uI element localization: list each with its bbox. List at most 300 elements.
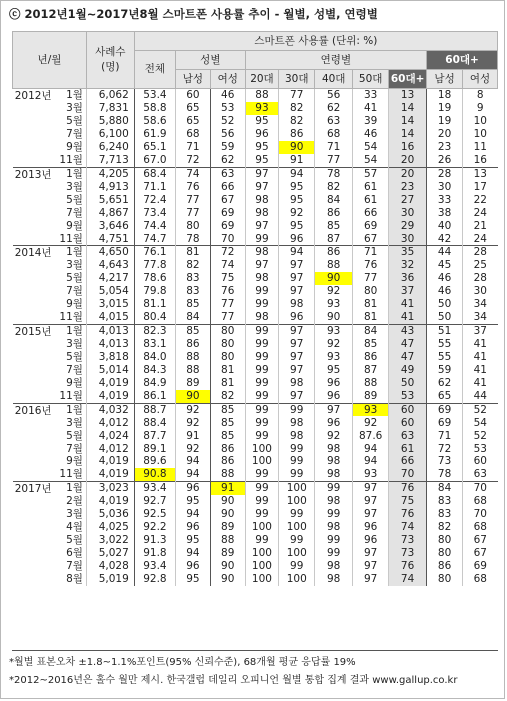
value-cell: 97 <box>279 364 315 377</box>
value-cell: 92.5 <box>134 508 175 521</box>
value-cell: 87 <box>315 232 353 245</box>
table-row <box>13 219 498 232</box>
month-label: 11월 <box>59 468 83 481</box>
value-cell: 34 <box>463 311 498 324</box>
value-cell: 73 <box>389 547 427 560</box>
value-cell: 69 <box>210 206 245 219</box>
value-cell: 50 <box>427 298 463 311</box>
age40-header: 40대 <box>315 70 353 89</box>
value-cell: 87.6 <box>353 429 389 442</box>
value-cell: 95 <box>176 495 211 508</box>
month-label: 1월 <box>54 89 87 102</box>
value-cell: 13 <box>389 89 427 102</box>
value-cell: 96 <box>353 534 389 547</box>
value-cell: 99 <box>245 534 279 547</box>
value-cell: 69 <box>353 219 389 232</box>
value-cell: 97 <box>279 259 315 272</box>
value-cell: 88 <box>210 534 245 547</box>
value-cell: 35 <box>389 246 427 259</box>
table-row <box>13 324 498 337</box>
value-cell: 94 <box>176 468 211 481</box>
value-cell: 100 <box>245 560 279 573</box>
table-row <box>13 390 498 403</box>
year-label: 2017년 <box>13 482 54 586</box>
table-row <box>13 128 498 141</box>
value-cell: 41 <box>389 311 427 324</box>
value-cell: 19 <box>427 115 463 128</box>
sample-cell: 4,019 <box>86 390 134 403</box>
value-cell: 38 <box>427 206 463 219</box>
table-row <box>13 272 498 285</box>
value-cell: 99 <box>279 468 315 481</box>
value-cell: 36 <box>389 272 427 285</box>
value-cell: 90 <box>315 311 353 324</box>
value-cell: 75 <box>210 272 245 285</box>
value-cell: 37 <box>463 324 498 337</box>
value-cell: 96 <box>279 232 315 245</box>
value-cell: 37 <box>389 285 427 298</box>
value-cell: 88 <box>176 364 211 377</box>
value-cell: 72 <box>210 246 245 259</box>
value-cell: 68 <box>463 495 498 508</box>
month-label: 9월 <box>66 298 83 311</box>
value-cell: 96 <box>279 311 315 324</box>
value-cell: 98 <box>315 573 353 586</box>
value-cell: 28 <box>463 246 498 259</box>
over60-female-header: 여성 <box>463 70 498 89</box>
month-label: 3월 <box>66 416 83 429</box>
table-row <box>13 429 498 442</box>
value-cell: 89 <box>176 377 211 390</box>
value-cell: 41 <box>463 351 498 364</box>
value-cell: 89.6 <box>134 455 175 468</box>
value-cell: 95 <box>176 573 211 586</box>
value-cell: 94 <box>279 167 315 180</box>
value-cell: 90 <box>210 573 245 586</box>
value-cell: 90 <box>210 508 245 521</box>
value-cell: 88.7 <box>134 403 175 416</box>
value-cell: 54 <box>353 154 389 167</box>
table-row <box>13 416 498 429</box>
value-cell: 100 <box>245 521 279 534</box>
value-cell: 20 <box>389 167 427 180</box>
sample-cell: 4,012 <box>86 442 134 455</box>
value-cell: 95 <box>315 364 353 377</box>
value-cell: 99 <box>245 429 279 442</box>
month-label: 9월 <box>66 376 83 389</box>
value-cell: 86 <box>210 455 245 468</box>
value-cell: 73.4 <box>134 206 175 219</box>
month-label: 9월 <box>66 140 83 153</box>
value-cell: 66 <box>389 455 427 468</box>
value-cell: 80 <box>427 547 463 560</box>
value-cell: 22 <box>463 194 498 207</box>
value-cell: 65 <box>176 102 211 115</box>
table-row <box>13 482 498 495</box>
month-label: 5월 <box>66 272 83 285</box>
value-cell: 92 <box>315 338 353 351</box>
value-cell: 99 <box>279 442 315 455</box>
value-cell: 84 <box>353 324 389 337</box>
value-cell: 51 <box>427 324 463 337</box>
age50-header: 50대 <box>353 70 389 89</box>
month-label: 7월 <box>66 559 83 572</box>
value-cell: 55 <box>427 338 463 351</box>
value-cell: 60 <box>389 416 427 429</box>
table-row <box>13 547 498 560</box>
year-label: 2015년 <box>13 324 54 403</box>
value-cell: 10 <box>463 115 498 128</box>
value-cell: 39 <box>353 115 389 128</box>
value-cell: 14 <box>389 128 427 141</box>
value-cell: 89 <box>353 390 389 403</box>
month-label: 3월 <box>66 508 83 521</box>
value-cell: 76 <box>210 285 245 298</box>
value-cell: 56 <box>210 128 245 141</box>
value-cell: 78.6 <box>134 272 175 285</box>
value-cell: 80 <box>176 219 211 232</box>
value-cell: 77 <box>353 272 389 285</box>
value-cell: 98 <box>279 298 315 311</box>
value-cell: 91 <box>210 482 245 495</box>
value-cell: 24 <box>463 232 498 245</box>
table-row <box>13 154 498 167</box>
value-cell: 25 <box>463 259 498 272</box>
sample-cell: 4,019 <box>86 455 134 468</box>
table-row <box>13 377 498 390</box>
sample-cell: 4,028 <box>86 560 134 573</box>
value-cell: 61 <box>353 194 389 207</box>
footnote-2: *2012~2016년은 홀수 월만 제시. 한국갤럽 데일리 오피니언 월별 통합 집계 결과 www.gallup.co.kr <box>9 675 458 686</box>
month-label: 7월 <box>66 285 83 298</box>
value-cell: 92 <box>176 403 211 416</box>
value-cell: 77 <box>210 298 245 311</box>
value-cell: 86 <box>315 206 353 219</box>
value-cell: 76 <box>176 181 211 194</box>
value-cell: 83 <box>427 495 463 508</box>
value-cell: 27 <box>389 194 427 207</box>
value-cell: 80 <box>427 573 463 586</box>
value-cell: 88 <box>245 89 279 102</box>
value-cell: 67 <box>210 194 245 207</box>
value-cell: 74 <box>210 259 245 272</box>
value-cell: 99 <box>245 338 279 351</box>
month-label: 3월 <box>66 180 83 193</box>
value-cell: 26 <box>427 154 463 167</box>
value-cell: 67 <box>463 547 498 560</box>
value-cell: 28 <box>427 167 463 180</box>
value-cell: 33 <box>353 89 389 102</box>
value-cell: 20 <box>389 154 427 167</box>
year-label: 2014년 <box>13 246 54 325</box>
value-cell: 83 <box>176 285 211 298</box>
value-cell: 99 <box>279 560 315 573</box>
month-label: 1월 <box>54 246 87 259</box>
value-cell: 99 <box>315 534 353 547</box>
sample-cell: 4,650 <box>86 246 134 259</box>
month-label: 1월 <box>54 403 87 416</box>
value-cell: 81 <box>210 364 245 377</box>
sample-cell: 7,713 <box>86 154 134 167</box>
value-cell: 52 <box>463 403 498 416</box>
age-header: 연령별 <box>245 51 427 70</box>
value-cell: 99 <box>279 455 315 468</box>
value-cell: 99 <box>245 482 279 495</box>
value-cell: 99 <box>245 364 279 377</box>
value-cell: 97 <box>353 573 389 586</box>
value-cell: 100 <box>245 442 279 455</box>
month-label: 1월 <box>54 324 87 337</box>
value-cell: 93 <box>353 403 389 416</box>
value-cell: 63 <box>389 429 427 442</box>
value-cell: 90 <box>176 390 211 403</box>
value-cell: 70 <box>463 508 498 521</box>
value-cell: 100 <box>279 495 315 508</box>
value-cell: 13 <box>463 167 498 180</box>
value-cell: 86.1 <box>134 390 175 403</box>
value-cell: 82 <box>315 181 353 194</box>
value-cell: 96 <box>176 521 211 534</box>
value-cell: 76 <box>389 482 427 495</box>
table-row <box>13 534 498 547</box>
value-cell: 93 <box>315 324 353 337</box>
value-cell: 91 <box>176 429 211 442</box>
value-cell: 23 <box>389 181 427 194</box>
value-cell: 99 <box>245 508 279 521</box>
value-cell: 21 <box>463 219 498 232</box>
value-cell: 93 <box>315 298 353 311</box>
value-cell: 77.8 <box>134 259 175 272</box>
value-cell: 96 <box>245 128 279 141</box>
value-cell: 96 <box>353 521 389 534</box>
value-cell: 52 <box>463 429 498 442</box>
value-cell: 97 <box>353 508 389 521</box>
value-cell: 19 <box>427 102 463 115</box>
sample-cell: 4,019 <box>86 468 134 481</box>
value-cell: 100 <box>279 521 315 534</box>
value-cell: 87 <box>353 364 389 377</box>
value-cell: 82 <box>176 259 211 272</box>
value-cell: 18 <box>427 89 463 102</box>
value-cell: 65 <box>176 115 211 128</box>
value-cell: 57 <box>353 167 389 180</box>
value-cell: 46 <box>210 89 245 102</box>
value-cell: 59 <box>427 364 463 377</box>
month-label: 11월 <box>59 153 83 166</box>
value-cell: 93 <box>353 468 389 481</box>
value-cell: 97 <box>353 560 389 573</box>
sample-cell: 4,013 <box>86 324 134 337</box>
value-cell: 58.8 <box>134 102 175 115</box>
value-cell: 49 <box>389 364 427 377</box>
value-cell: 85 <box>353 338 389 351</box>
value-cell: 95 <box>176 534 211 547</box>
table-body <box>13 89 498 586</box>
value-cell: 61 <box>353 181 389 194</box>
value-cell: 41 <box>353 102 389 115</box>
value-cell: 92 <box>315 285 353 298</box>
value-cell: 68 <box>176 128 211 141</box>
month-label: 3월 <box>66 102 83 115</box>
table-row <box>13 89 498 102</box>
month-label: 11월 <box>59 311 83 324</box>
sample-cell: 3,023 <box>86 482 134 495</box>
value-cell: 67.0 <box>134 154 175 167</box>
value-cell: 66 <box>210 181 245 194</box>
sample-cell: 3,818 <box>86 351 134 364</box>
value-cell: 97 <box>279 351 315 364</box>
value-cell: 67 <box>463 534 498 547</box>
value-cell: 98 <box>315 468 353 481</box>
value-cell: 89 <box>210 521 245 534</box>
table-row <box>13 167 498 180</box>
sample-cell: 5,054 <box>86 285 134 298</box>
month-label: 7월 <box>66 442 83 455</box>
sample-cell: 4,024 <box>86 429 134 442</box>
total-header: 전체 <box>134 51 175 89</box>
month-label: 6월 <box>66 547 83 560</box>
value-cell: 70 <box>210 232 245 245</box>
chart-title: ⓒ 2012년1월~2017년8월 스마트폰 사용률 추이 - 월별, 성별, 연령별 <box>9 7 378 21</box>
value-cell: 92 <box>315 429 353 442</box>
value-cell: 14 <box>389 102 427 115</box>
month-label: 4월 <box>66 521 83 534</box>
value-cell: 84 <box>176 311 211 324</box>
sample-cell: 3,022 <box>86 534 134 547</box>
value-cell: 99 <box>245 416 279 429</box>
value-cell: 99 <box>245 468 279 481</box>
value-cell: 33 <box>427 194 463 207</box>
value-cell: 98 <box>315 455 353 468</box>
value-cell: 97 <box>353 547 389 560</box>
table-row <box>13 102 498 115</box>
sample-cell: 4,013 <box>86 338 134 351</box>
usage-table <box>12 31 498 586</box>
value-cell: 30 <box>463 285 498 298</box>
value-cell: 8 <box>463 89 498 102</box>
value-cell: 90 <box>210 560 245 573</box>
month-label: 5월 <box>66 193 83 206</box>
value-cell: 77 <box>176 206 211 219</box>
value-cell: 94 <box>353 442 389 455</box>
value-cell: 91 <box>279 154 315 167</box>
value-cell: 53.4 <box>134 89 175 102</box>
value-cell: 62 <box>427 377 463 390</box>
value-cell: 44 <box>463 390 498 403</box>
value-cell: 99 <box>315 508 353 521</box>
male-header: 남성 <box>176 70 211 89</box>
sample-cell: 4,205 <box>86 167 134 180</box>
table-row <box>13 573 498 586</box>
value-cell: 68.4 <box>134 167 175 180</box>
value-cell: 97 <box>279 285 315 298</box>
value-cell: 99 <box>245 351 279 364</box>
value-cell: 74 <box>389 521 427 534</box>
table-row <box>13 455 498 468</box>
value-cell: 80 <box>353 285 389 298</box>
value-cell: 99 <box>315 547 353 560</box>
value-cell: 78 <box>176 232 211 245</box>
female-header: 여성 <box>210 70 245 89</box>
age60-header: 60대+ <box>389 70 427 89</box>
value-cell: 80.4 <box>134 311 175 324</box>
sample-cell: 4,913 <box>86 181 134 194</box>
value-cell: 84.3 <box>134 364 175 377</box>
value-cell: 88 <box>176 351 211 364</box>
table-row <box>13 194 498 207</box>
value-cell: 88.4 <box>134 416 175 429</box>
month-label: 2월 <box>66 495 83 508</box>
table-row <box>13 232 498 245</box>
sample-cell: 6,100 <box>86 128 134 141</box>
group-header: 스마트폰 사용률 (단위: %) <box>134 32 497 51</box>
value-cell: 84.9 <box>134 377 175 390</box>
value-cell: 99 <box>245 285 279 298</box>
over60-header: 60대+ <box>427 51 498 70</box>
table-row <box>13 206 498 219</box>
value-cell: 98 <box>315 560 353 573</box>
sample-cell: 6,240 <box>86 141 134 154</box>
value-cell: 53 <box>463 442 498 455</box>
value-cell: 89 <box>210 547 245 560</box>
month-label: 5월 <box>66 350 83 363</box>
value-cell: 72 <box>176 154 211 167</box>
value-cell: 88 <box>315 259 353 272</box>
value-cell: 77 <box>315 154 353 167</box>
value-cell: 80 <box>210 324 245 337</box>
footnotes <box>9 654 501 690</box>
value-cell: 93.4 <box>134 560 175 573</box>
value-cell: 24 <box>463 206 498 219</box>
value-cell: 98 <box>245 246 279 259</box>
table-row <box>13 560 498 573</box>
value-cell: 98 <box>279 416 315 429</box>
value-cell: 97 <box>353 495 389 508</box>
value-cell: 84 <box>427 482 463 495</box>
value-cell: 10 <box>463 128 498 141</box>
value-cell: 59 <box>210 141 245 154</box>
value-cell: 99 <box>245 232 279 245</box>
value-cell: 69 <box>427 416 463 429</box>
value-cell: 73 <box>427 455 463 468</box>
value-cell: 98 <box>245 272 279 285</box>
age20-header: 20대 <box>245 70 279 89</box>
value-cell: 74.7 <box>134 232 175 245</box>
value-cell: 54 <box>463 416 498 429</box>
table-row <box>13 403 498 416</box>
table-row <box>13 442 498 455</box>
sample-cell: 5,019 <box>86 573 134 586</box>
value-cell: 28 <box>463 272 498 285</box>
sample-cell: 4,643 <box>86 259 134 272</box>
table-row <box>13 338 498 351</box>
value-cell: 61 <box>389 442 427 455</box>
value-cell: 98 <box>315 521 353 534</box>
value-cell: 9 <box>463 102 498 115</box>
value-cell: 83 <box>176 272 211 285</box>
value-cell: 68 <box>463 573 498 586</box>
sample-cell: 5,651 <box>86 194 134 207</box>
value-cell: 72 <box>427 442 463 455</box>
table-row <box>13 495 498 508</box>
value-cell: 96 <box>315 377 353 390</box>
value-cell: 97 <box>279 324 315 337</box>
sample-cell: 4,867 <box>86 206 134 219</box>
value-cell: 30 <box>389 206 427 219</box>
value-cell: 41 <box>463 377 498 390</box>
value-cell: 71 <box>427 429 463 442</box>
value-cell: 85 <box>176 324 211 337</box>
